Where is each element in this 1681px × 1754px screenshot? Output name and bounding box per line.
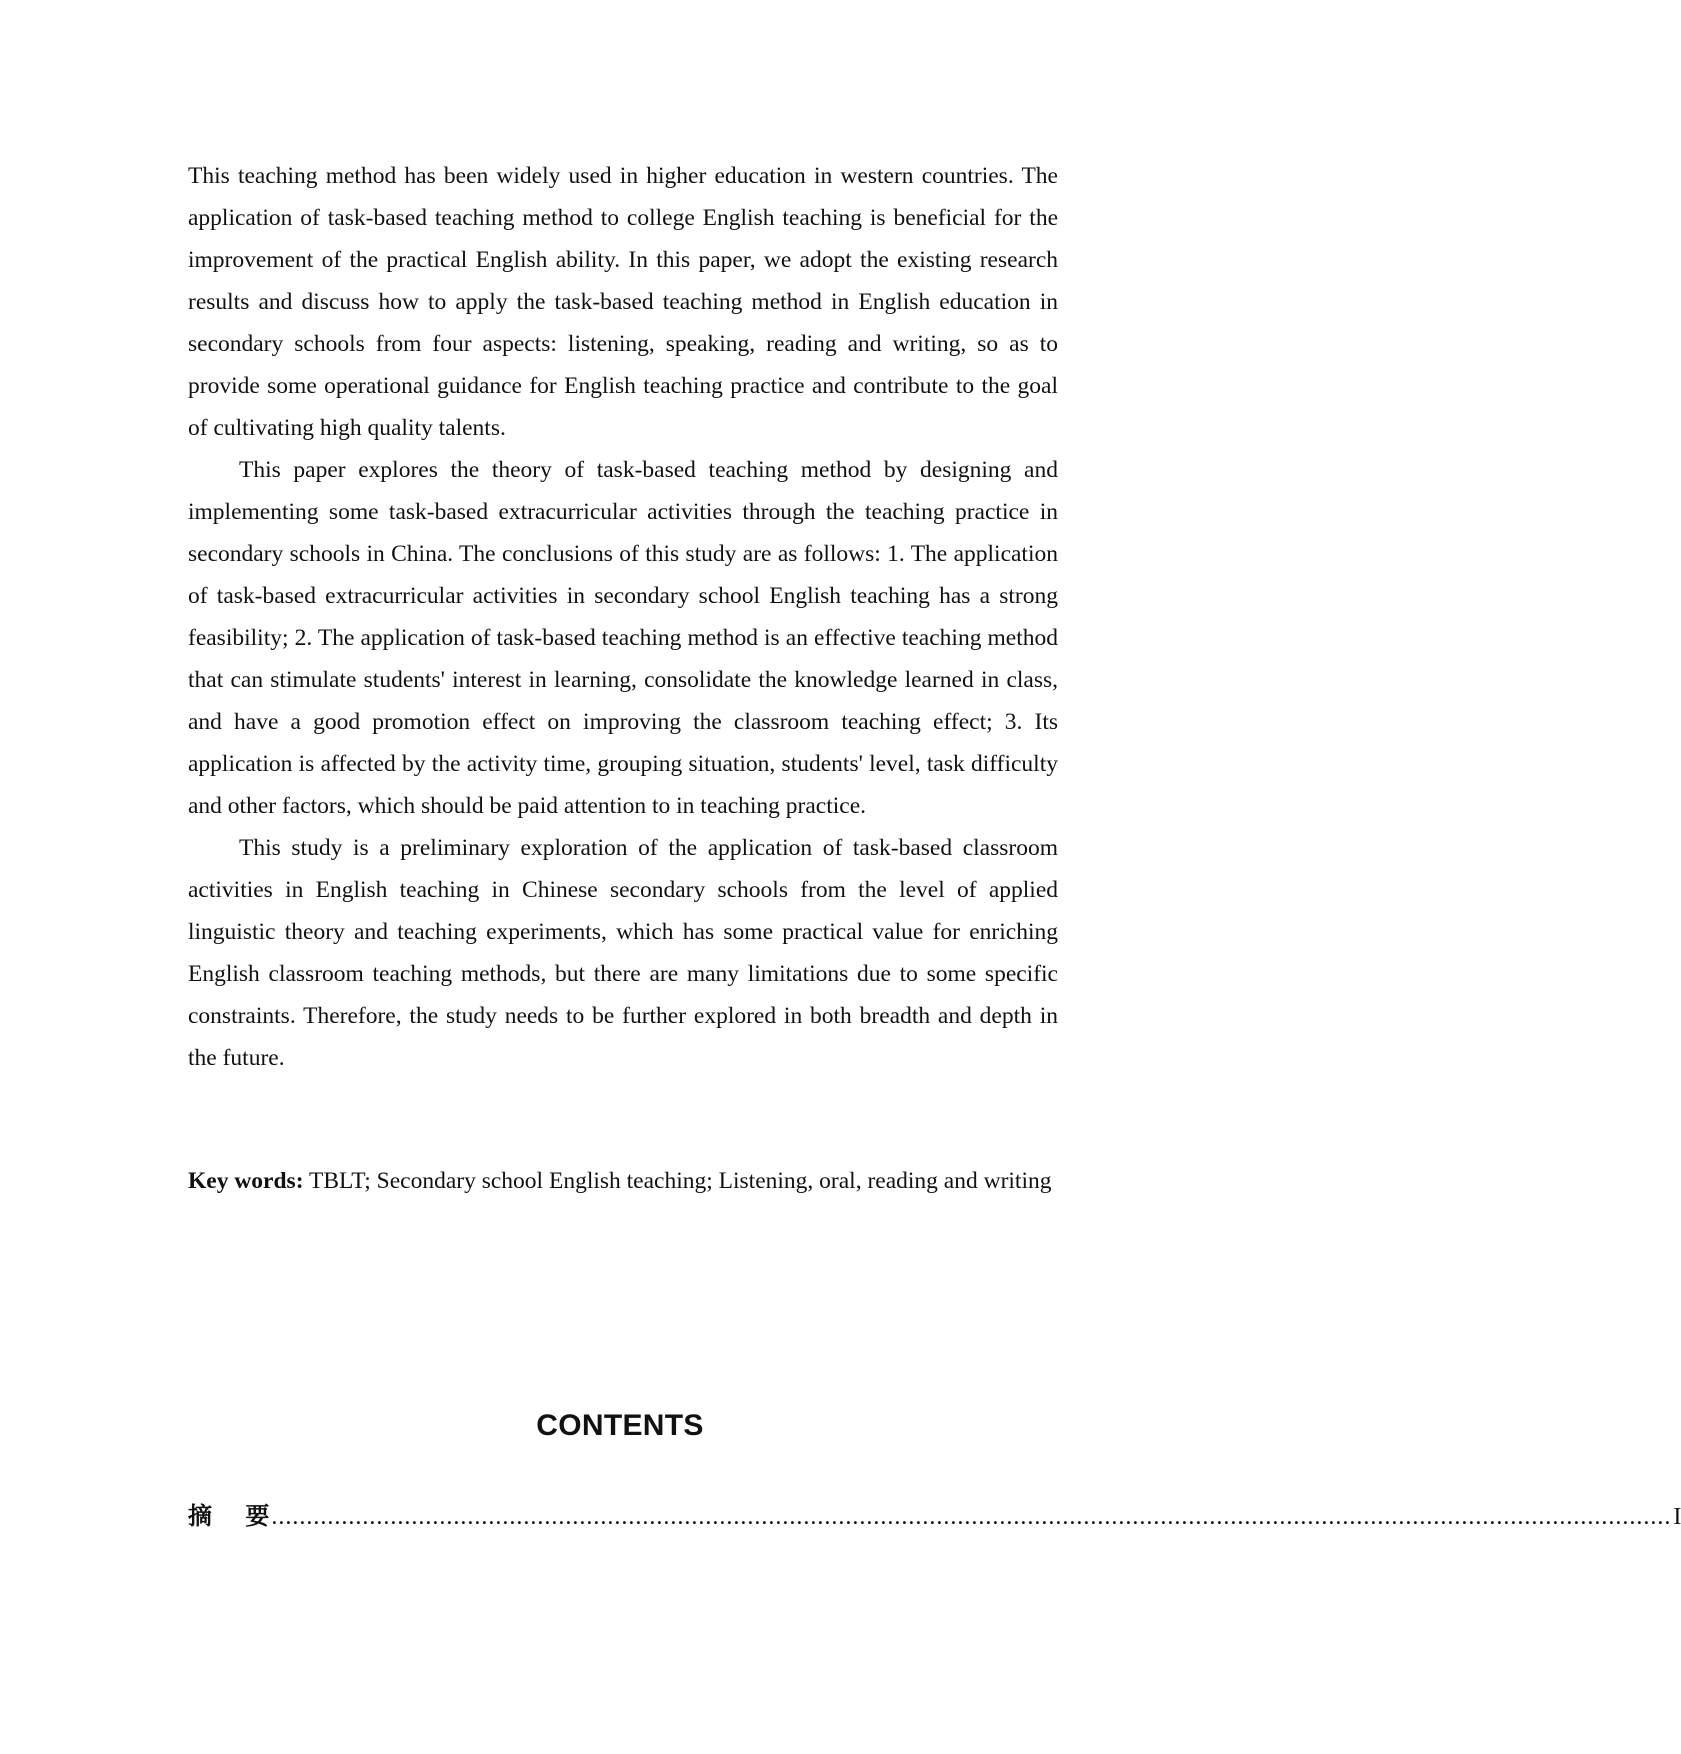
toc-entry-page: I [1673,1504,1681,1530]
abstract-paragraph-3: This study is a preliminary exploration of the application of task-based classroom activities in English teaching in Chinese secondary schools from the level of applied linguistic theory and teaching experiments, which has some practical value for enriching English classroom teaching methods, but there are many limitations due to some specific constraints. Therefore, the study needs to be further explored in both breadth and depth in the future. [188,835,1058,1071]
keywords-label: Key words: [188,1168,304,1194]
abstract-body [188,155,1058,1079]
toc-dot-leader: ........................................................................................................................................................................................................ [271,1504,1672,1530]
abstract-paragraph-1: This teaching method has been widely used in higher education in western countries. The application of task-based teaching method to college English teaching is beneficial for the improvement of the practical English ability. In this paper, we adopt the existing research results and discuss how to apply the task-based teaching method in English education in secondary schools from four aspects: listening, speaking, reading and writing, so as to provide some operational guidance for English teaching practice and contribute to the goal of cultivating high quality talents. [188,163,1058,441]
toc-entry-label: 摘 要 [188,1501,270,1530]
keywords-text: TBLT; Secondary school English teaching; Listening, oral, reading and writing [303,1168,1052,1194]
contents-heading: CONTENTS [536,1409,704,1442]
toc-entry[interactable] [188,1496,1681,1536]
abstract-paragraph-2: This paper explores the theory of task-based teaching method by designing and implementing some task-based extracurricular activities through the teaching practice in secondary schools in China. The conclusions of this study are as follows: 1. The application of task-based extracurricular activities in secondary school English teaching has a strong feasibility; 2. The application of task-based teaching method is an effective teaching method that can stimulate students' interest in learning, consolidate the knowledge learned in class, and have a good promotion effect on improving the classroom teaching effect; 3. Its application is affected by the activity time, grouping situation, students' level, task difficulty and other factors, which should be paid attention to in teaching practice. [188,457,1058,819]
keywords-line [188,1160,1058,1202]
